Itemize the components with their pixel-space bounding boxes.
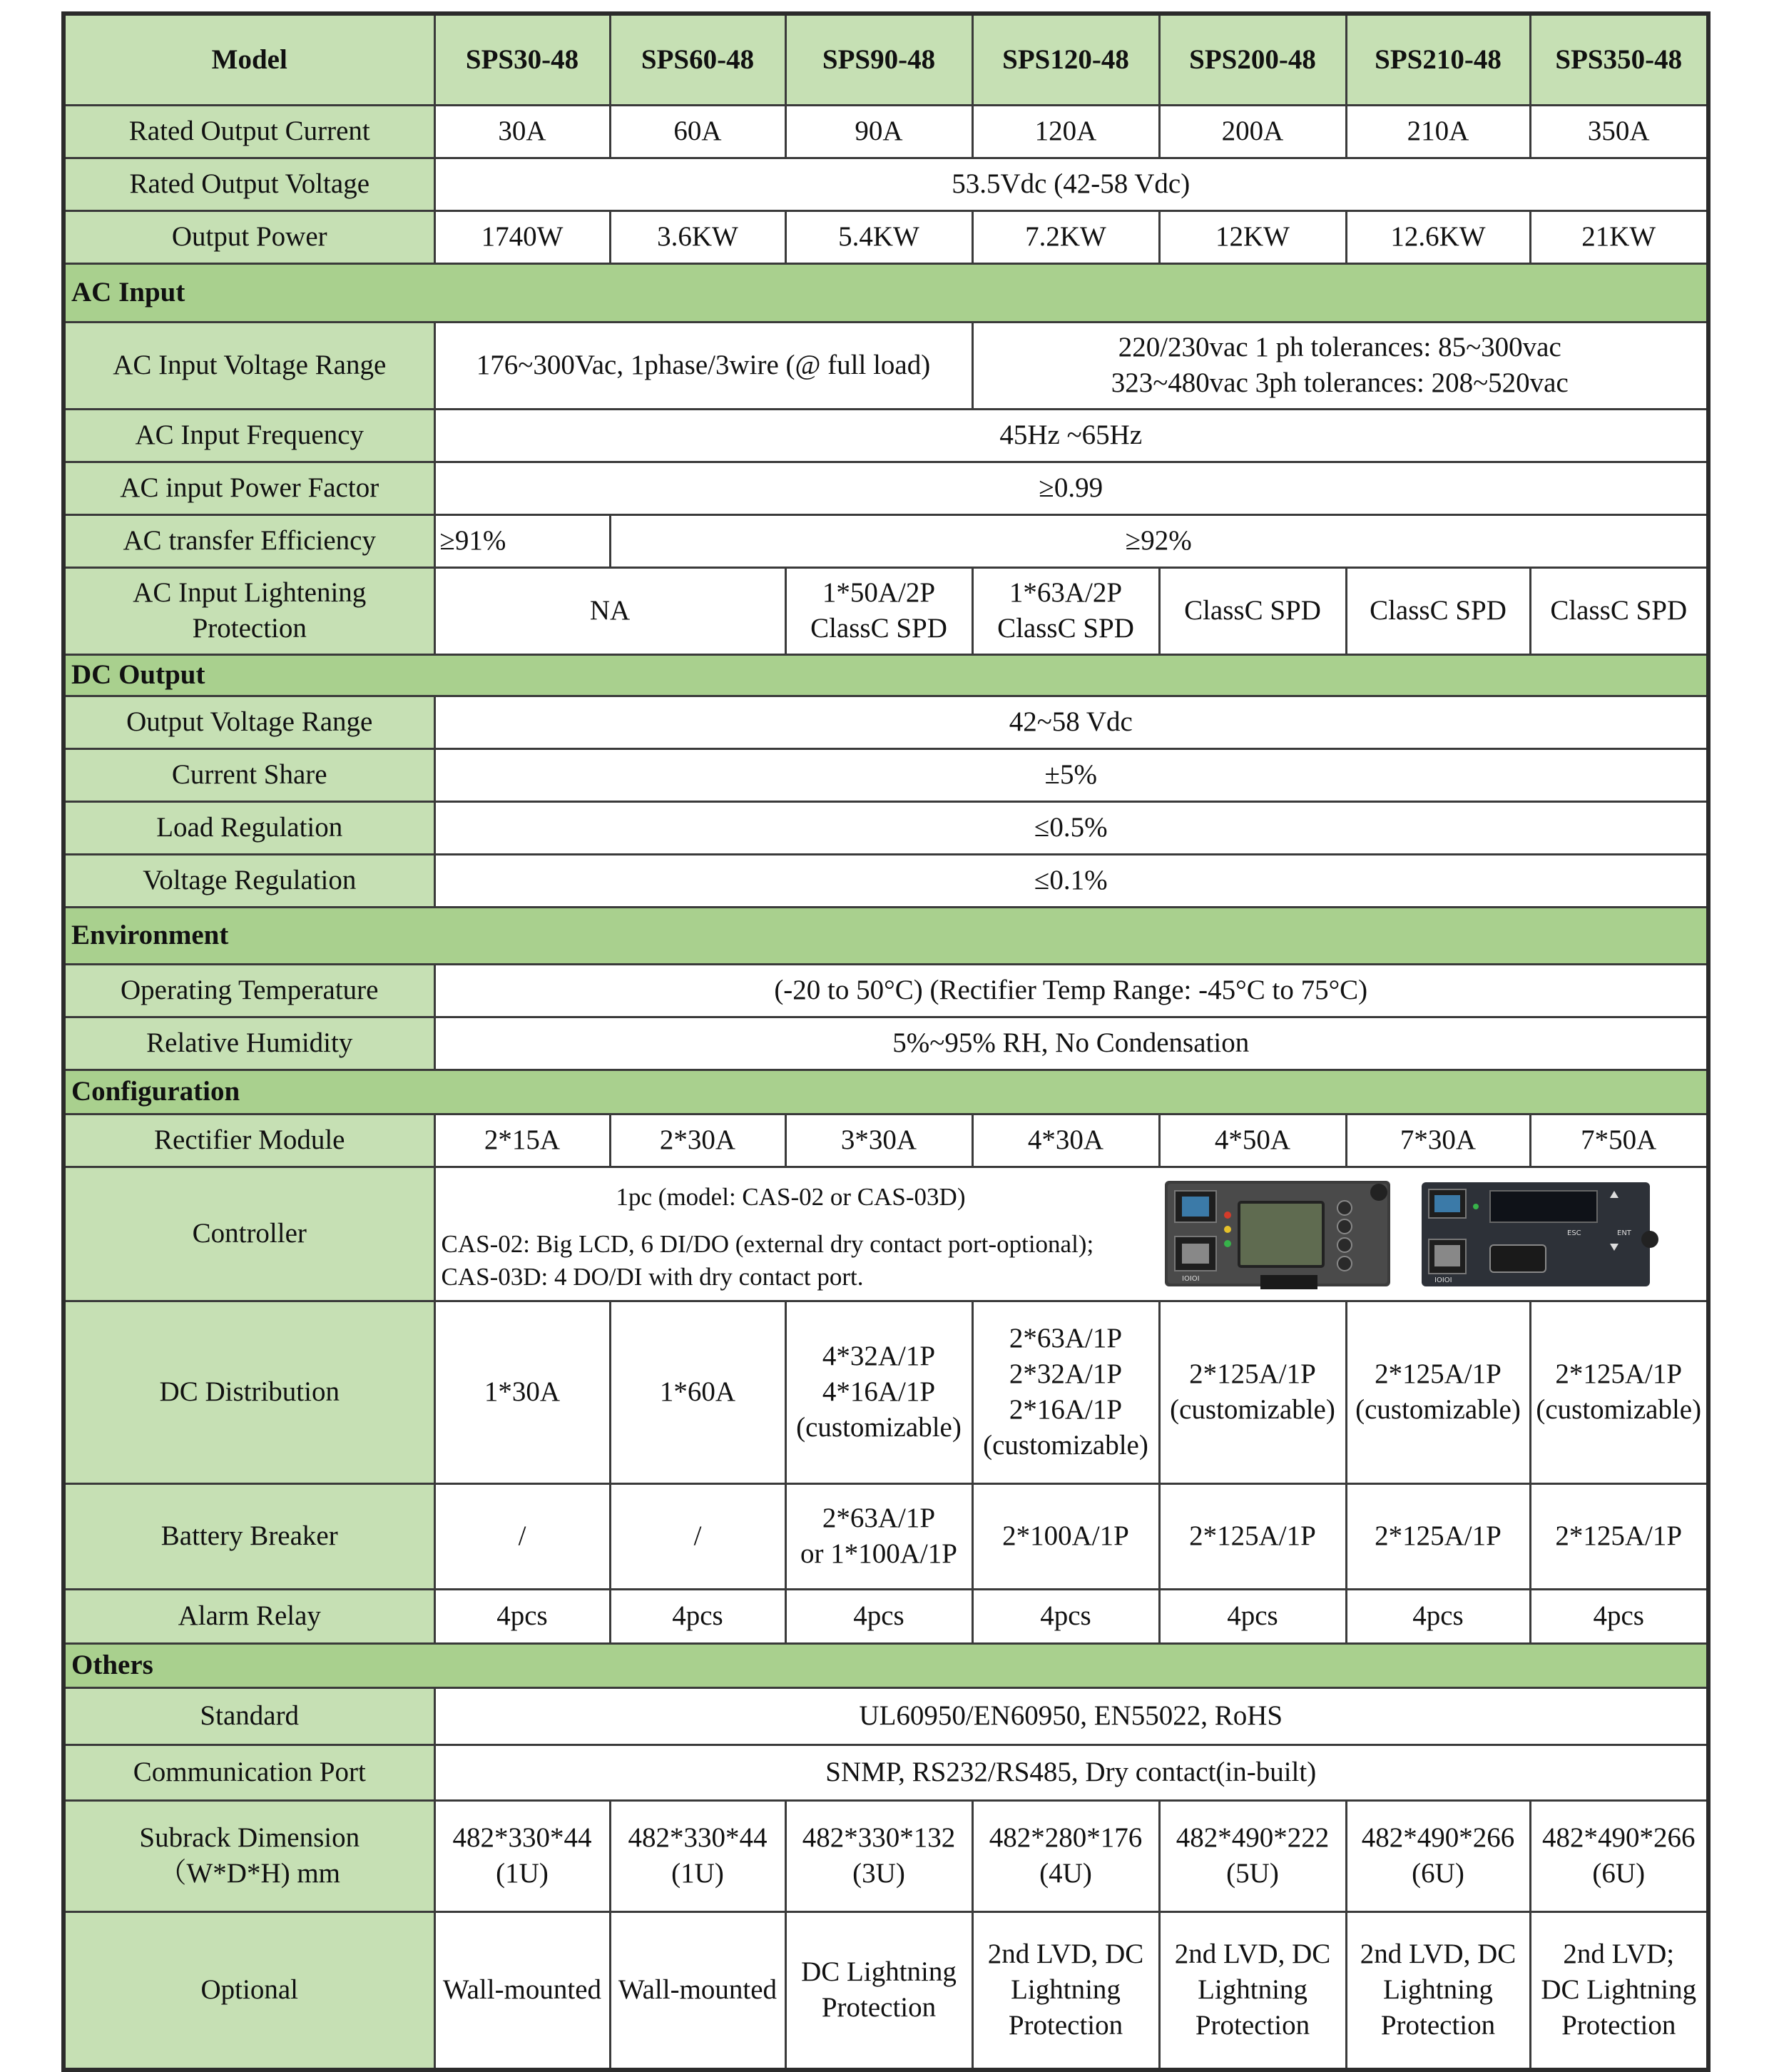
cell-line: 482*330*44 (628, 1822, 768, 1853)
cell-line: (1U) (671, 1858, 724, 1889)
table-cell (972, 322, 1708, 409)
label-line: Protection (192, 613, 307, 644)
table-cell: ≥91% (434, 514, 610, 567)
table-cell (785, 1483, 972, 1589)
table-cell: 12KW (1159, 210, 1346, 263)
cell-line: 2*63A/1P (822, 1503, 936, 1533)
table-cell: ClassC SPD (1530, 567, 1708, 654)
temperature-row (63, 964, 1708, 1017)
table-cell: 3.6KW (610, 210, 785, 263)
cell-line: 2*125A/1P (1555, 1359, 1683, 1389)
section-ac-input (63, 263, 1708, 322)
table-cell: ≥0.99 (434, 462, 1708, 514)
table-cell: 1*30A (434, 1301, 610, 1483)
table-cell: 4pcs (785, 1589, 972, 1643)
row-label: Operating Temperature (63, 964, 434, 1017)
humidity-row (63, 1017, 1708, 1070)
cell-line: (3U) (852, 1858, 905, 1889)
table-cell (1346, 1911, 1530, 2070)
table-cell: 2*125A/1P (1159, 1483, 1346, 1589)
table-cell: SNMP, RS232/RS485, Dry contact(in-built) (434, 1745, 1708, 1800)
table-cell: 5%~95% RH, No Condensation (434, 1017, 1708, 1070)
optional-row (63, 1911, 1708, 2070)
row-label: Rated Output Current (63, 105, 434, 158)
voltage-regulation-row (63, 854, 1708, 907)
table-cell: 4pcs (1346, 1589, 1530, 1643)
ac-lightning-row (63, 567, 1708, 654)
row-label: Rated Output Voltage (63, 158, 434, 210)
output-power-row (63, 210, 1708, 263)
cell-line: (customizable) (796, 1412, 962, 1443)
cell-line: 482*490*266 (1361, 1822, 1515, 1853)
cell-line: (customizable) (1355, 1394, 1521, 1425)
table-cell: 42~58 Vdc (434, 696, 1708, 748)
row-label: Load Regulation (63, 801, 434, 854)
controller-line: CAS-02: Big LCD, 6 DI/DO (external dry contact port-optional); (441, 1229, 1094, 1258)
cell-line: DC Lightning (801, 1956, 957, 1988)
row-label: Rectifier Module (63, 1114, 434, 1167)
cell-line: 2*63A/1P (1009, 1323, 1123, 1354)
section-configuration (63, 1070, 1708, 1114)
cell-line: 482*330*44 (452, 1822, 592, 1853)
table-cell: 7*50A (1530, 1114, 1708, 1167)
cell-line: Lightning (1198, 1974, 1307, 2006)
cell-line: 2nd LVD; (1563, 1939, 1675, 1970)
cell-line: 4*32A/1P (822, 1341, 936, 1371)
table-cell (1346, 1301, 1530, 1483)
section-title: Environment (63, 907, 1708, 964)
controller-line: CAS-03D: 4 DO/DI with dry contact port. (441, 1262, 864, 1291)
section-title: DC Output (63, 654, 1708, 696)
header-row (63, 14, 1708, 105)
section-title: Configuration (63, 1070, 1708, 1114)
table-cell: / (434, 1483, 610, 1589)
table-cell: Wall-mounted (610, 1911, 785, 2070)
cell-line: 4*16A/1P (822, 1376, 936, 1407)
table-cell: 5.4KW (785, 210, 972, 263)
esc-label: ESC (1566, 1229, 1581, 1237)
cell-line: (6U) (1592, 1858, 1646, 1889)
cell-line: 1*63A/2P (1009, 577, 1123, 608)
ent-label: ENT (1616, 1229, 1631, 1237)
table-cell: 2*125A/1P (1346, 1483, 1530, 1589)
table-cell: 4pcs (610, 1589, 785, 1643)
table-cell: ≤0.1% (434, 854, 1708, 907)
ac-power-factor-row (63, 462, 1708, 514)
dimension-row (63, 1800, 1708, 1911)
row-label (63, 1800, 434, 1911)
table-cell: 4pcs (1530, 1589, 1708, 1643)
table-cell: 2*15A (434, 1114, 610, 1167)
rectifier-row (63, 1114, 1708, 1167)
label-line: （W*D*H) mm (158, 1858, 341, 1889)
row-label: Output Voltage Range (63, 696, 434, 748)
model-name: SPS30-48 (434, 14, 610, 105)
alarm-relay-row (63, 1589, 1708, 1643)
table-cell: 1740W (434, 210, 610, 263)
model-name: SPS210-48 (1346, 14, 1530, 105)
table-cell (1530, 1800, 1708, 1911)
table-cell (1159, 1800, 1346, 1911)
row-label: Alarm Relay (63, 1589, 434, 1643)
cell-line: 1*50A/2P (822, 577, 936, 608)
table-cell: 30A (434, 105, 610, 158)
row-label (63, 567, 434, 654)
dc-distribution-row (63, 1301, 1708, 1483)
table-cell (1346, 1800, 1530, 1911)
controller-text (442, 1168, 1141, 1294)
cell-line: or 1*100A/1P (800, 1538, 957, 1569)
ac-voltage-range-row (63, 322, 1708, 409)
table-cell (1530, 1301, 1708, 1483)
controller-cell (434, 1167, 1708, 1301)
cell-line: Protection (821, 1992, 937, 2023)
cell-line: 2*125A/1P (1189, 1359, 1316, 1389)
table-cell (785, 1911, 972, 2070)
model-name: SPS350-48 (1530, 14, 1708, 105)
ac-frequency-row (63, 409, 1708, 462)
cell-line: Protection (1195, 2010, 1310, 2041)
table-cell: 45Hz ~65Hz (434, 409, 1708, 462)
section-title: AC Input (63, 263, 1708, 322)
table-cell: 60A (610, 105, 785, 158)
table-cell (610, 1800, 785, 1911)
communication-port-row (63, 1745, 1708, 1800)
ac-efficiency-row (63, 514, 1708, 567)
row-label: Current Share (63, 748, 434, 801)
table-cell: 12.6KW (1346, 210, 1530, 263)
table-cell (785, 1800, 972, 1911)
cell-line: (customizable) (1170, 1394, 1335, 1425)
row-label: Output Power (63, 210, 434, 263)
battery-breaker-row (63, 1483, 1708, 1589)
row-label: Optional (63, 1911, 434, 2070)
cell-line: 2*16A/1P (1009, 1394, 1123, 1425)
table-cell: 4pcs (1159, 1589, 1346, 1643)
table-cell: 4*50A (1159, 1114, 1346, 1167)
table-cell: 120A (972, 105, 1159, 158)
row-label: Voltage Regulation (63, 854, 434, 907)
cell-line: (4U) (1039, 1858, 1092, 1889)
row-label: Battery Breaker (63, 1483, 434, 1589)
model-header: Model (63, 14, 434, 105)
table-cell: 53.5Vdc (42-58 Vdc) (434, 158, 1708, 210)
table-cell: 7.2KW (972, 210, 1159, 263)
table-cell: 90A (785, 105, 972, 158)
cell-line: ClassC SPD (810, 613, 947, 644)
table-cell: 7*30A (1346, 1114, 1530, 1167)
cell-line: Protection (1380, 2010, 1496, 2041)
cas-02-controller-image (1161, 1177, 1399, 1291)
table-cell: ClassC SPD (1159, 567, 1346, 654)
label-line: AC Input Lightening (133, 577, 367, 608)
table-cell: Wall-mounted (434, 1911, 610, 2070)
cell-line: 2nd LVD, DC (987, 1939, 1144, 1970)
cell-line: Protection (1561, 2010, 1676, 2041)
cell-line: DC Lightning (1541, 1974, 1697, 2006)
row-label: AC input Power Factor (63, 462, 434, 514)
cell-line: (customizable) (1536, 1394, 1702, 1425)
table-cell: 2*30A (610, 1114, 785, 1167)
table-cell: ≤0.5% (434, 801, 1708, 854)
table-cell (785, 567, 972, 654)
cell-line: Lightning (1383, 1974, 1493, 2006)
table-cell: UL60950/EN60950, EN55022, RoHS (434, 1687, 1708, 1745)
cell-line: 323~480vac 3ph tolerances: 208~520vac (1111, 367, 1569, 398)
table-cell: ≥92% (610, 514, 1708, 567)
standard-row (63, 1687, 1708, 1745)
cell-line: 2nd LVD, DC (1174, 1939, 1331, 1970)
table-cell (972, 567, 1159, 654)
table-cell: / (610, 1483, 785, 1589)
table-cell: ±5% (434, 748, 1708, 801)
model-name: SPS200-48 (1159, 14, 1346, 105)
table-cell: 210A (1346, 105, 1530, 158)
cell-line: 2nd LVD, DC (1360, 1939, 1516, 1970)
cell-line: 482*280*176 (989, 1822, 1143, 1853)
row-label: Communication Port (63, 1745, 434, 1800)
rated-current-row (63, 105, 1708, 158)
table-cell (1159, 1911, 1346, 2070)
cell-line: (1U) (496, 1858, 549, 1889)
table-cell (1159, 1301, 1346, 1483)
table-cell: 21KW (1530, 210, 1708, 263)
row-label: AC Input Frequency (63, 409, 434, 462)
model-name: SPS120-48 (972, 14, 1159, 105)
table-cell: 2*100A/1P (972, 1483, 1159, 1589)
table-cell: ClassC SPD (1346, 567, 1530, 654)
cell-line: 220/230vac 1 ph tolerances: 85~300vac (1118, 332, 1561, 362)
port-label: IOIOI (1181, 1274, 1200, 1283)
section-dc-output (63, 654, 1708, 696)
table-cell: 4pcs (972, 1589, 1159, 1643)
cell-line: Lightning (1011, 1974, 1121, 2006)
table-cell: 1*60A (610, 1301, 785, 1483)
table-cell (972, 1301, 1159, 1483)
cell-line: ClassC SPD (997, 613, 1134, 644)
load-regulation-row (63, 801, 1708, 854)
table-cell: 4pcs (434, 1589, 610, 1643)
table-cell: 176~300Vac, 1phase/3wire (@ full load) (434, 322, 972, 409)
cell-line: (customizable) (983, 1430, 1148, 1461)
cell-line: 2*125A/1P (1375, 1359, 1502, 1389)
table-cell: 4*30A (972, 1114, 1159, 1167)
table-cell (972, 1911, 1159, 2070)
rated-voltage-row (63, 158, 1708, 210)
model-name: SPS60-48 (610, 14, 785, 105)
row-label: DC Distribution (63, 1301, 434, 1483)
label-line: Subrack Dimension (139, 1822, 360, 1853)
cell-line: Protection (1008, 2010, 1123, 2041)
model-name: SPS90-48 (785, 14, 972, 105)
port-label: IOIOI (1434, 1276, 1452, 1284)
controller-row (63, 1167, 1708, 1301)
row-label: AC transfer Efficiency (63, 514, 434, 567)
table-cell (1530, 1911, 1708, 2070)
table-cell: (-20 to 50°C) (Rectifier Temp Range: -45°C to 75°C) (434, 964, 1708, 1017)
controller-line: 1pc (model: CAS-02 or CAS-03D) (616, 1182, 966, 1211)
section-environment (63, 907, 1708, 964)
cell-line: (5U) (1226, 1858, 1279, 1889)
table-cell (972, 1800, 1159, 1911)
dc-voltage-range-row (63, 696, 1708, 748)
cell-line: 2*32A/1P (1009, 1359, 1123, 1389)
section-title: Others (63, 1643, 1708, 1687)
row-label: Standard (63, 1687, 434, 1745)
row-label: Controller (63, 1167, 434, 1301)
spec-table (61, 11, 1711, 2072)
row-label: AC Input Voltage Range (63, 322, 434, 409)
current-share-row (63, 748, 1708, 801)
table-cell (434, 1800, 610, 1911)
table-cell: 2*125A/1P (1530, 1483, 1708, 1589)
section-others (63, 1643, 1708, 1687)
cas-03d-controller-image (1419, 1177, 1666, 1291)
cell-line: 482*490*222 (1176, 1822, 1330, 1853)
cell-line: 482*490*266 (1542, 1822, 1696, 1853)
table-cell: 350A (1530, 105, 1708, 158)
table-cell: NA (434, 567, 785, 654)
table-cell: 3*30A (785, 1114, 972, 1167)
row-label: Relative Humidity (63, 1017, 434, 1070)
table-cell: 200A (1159, 105, 1346, 158)
cell-line: (6U) (1412, 1858, 1464, 1889)
cell-line: 482*330*132 (802, 1822, 956, 1853)
table-cell (785, 1301, 972, 1483)
